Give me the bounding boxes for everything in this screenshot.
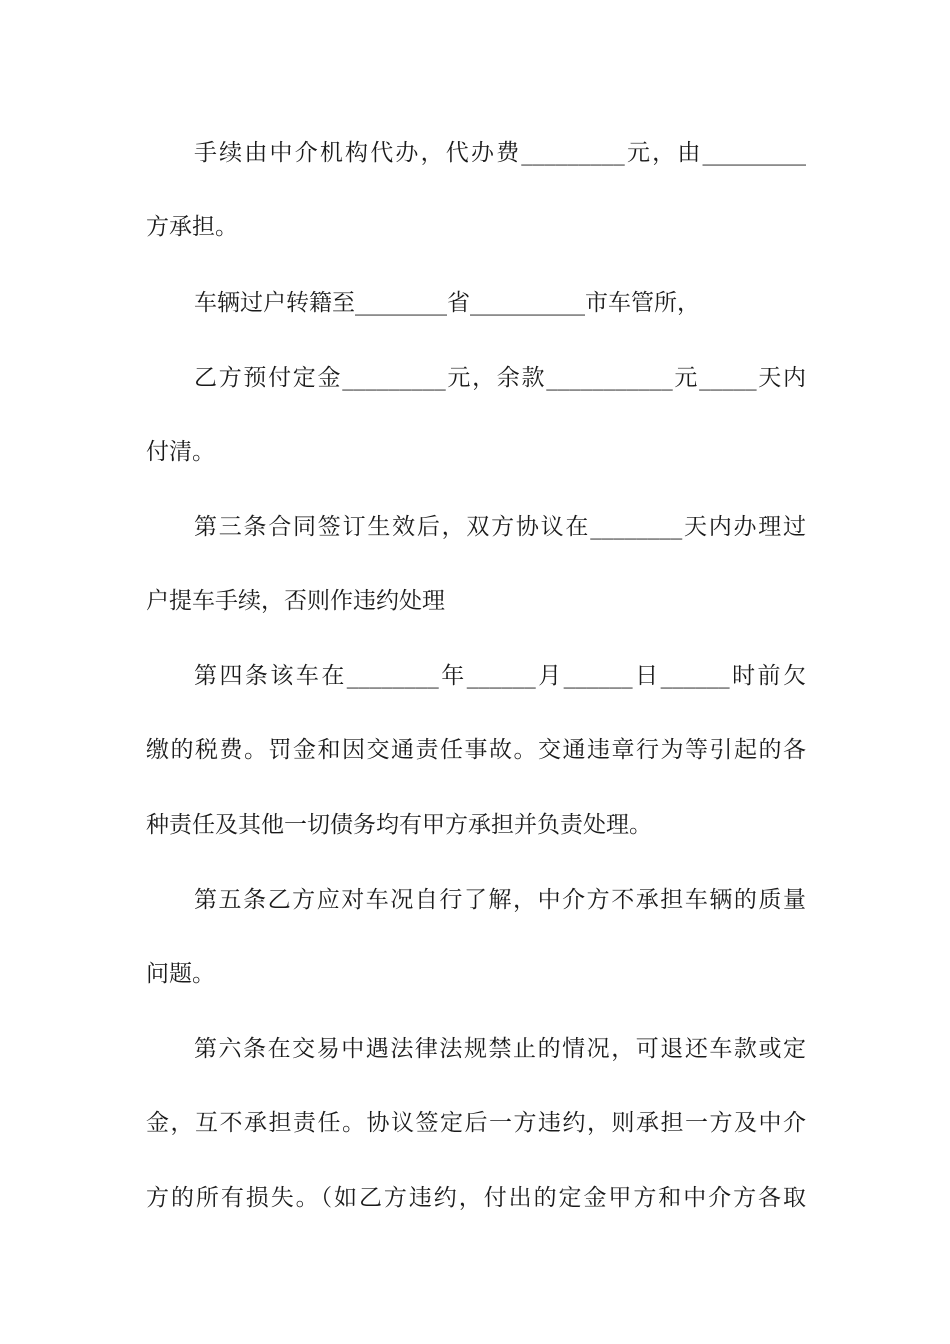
paragraph-line: 缴的税费。罚金和因交通责任事故。交通违章行为等引起的各 xyxy=(146,737,806,763)
paragraph-line: 第四条该车在________年______月______日______时前欠 xyxy=(194,663,806,689)
paragraph-line: 种责任及其他一切债务均有甲方承担并负责处理。 xyxy=(146,812,652,838)
paragraph-line: 手续由中介机构代办，代办费_________元，由_________ xyxy=(194,140,806,166)
paragraph-line: 第六条在交易中遇法律法规禁止的情况，可退还车款或定 xyxy=(194,1036,806,1062)
paragraph-line: 付清。 xyxy=(146,439,215,465)
paragraph-line: 金，互不承担责任。协议签定后一方违约，则承担一方及中介 xyxy=(146,1110,806,1136)
paragraph-line: 第五条乙方应对车况自行了解，中介方不承担车辆的质量 xyxy=(194,887,806,913)
paragraph-line: 方承担。 xyxy=(146,214,238,240)
paragraph-line: 第三条合同签订生效后，双方协议在________天内办理过 xyxy=(194,514,806,540)
paragraph-line: 问题。 xyxy=(146,961,215,987)
paragraph-line: 车辆过户转籍至________省__________市车管所， xyxy=(194,290,700,316)
paragraph-line: 户提车手续，否则作违约处理 xyxy=(146,588,445,614)
paragraph-line: 乙方预付定金_________元，余款___________元_____天内 xyxy=(194,365,806,391)
paragraph-line: 方的所有损失。（如乙方违约，付出的定金甲方和中介方各取 xyxy=(146,1185,806,1211)
